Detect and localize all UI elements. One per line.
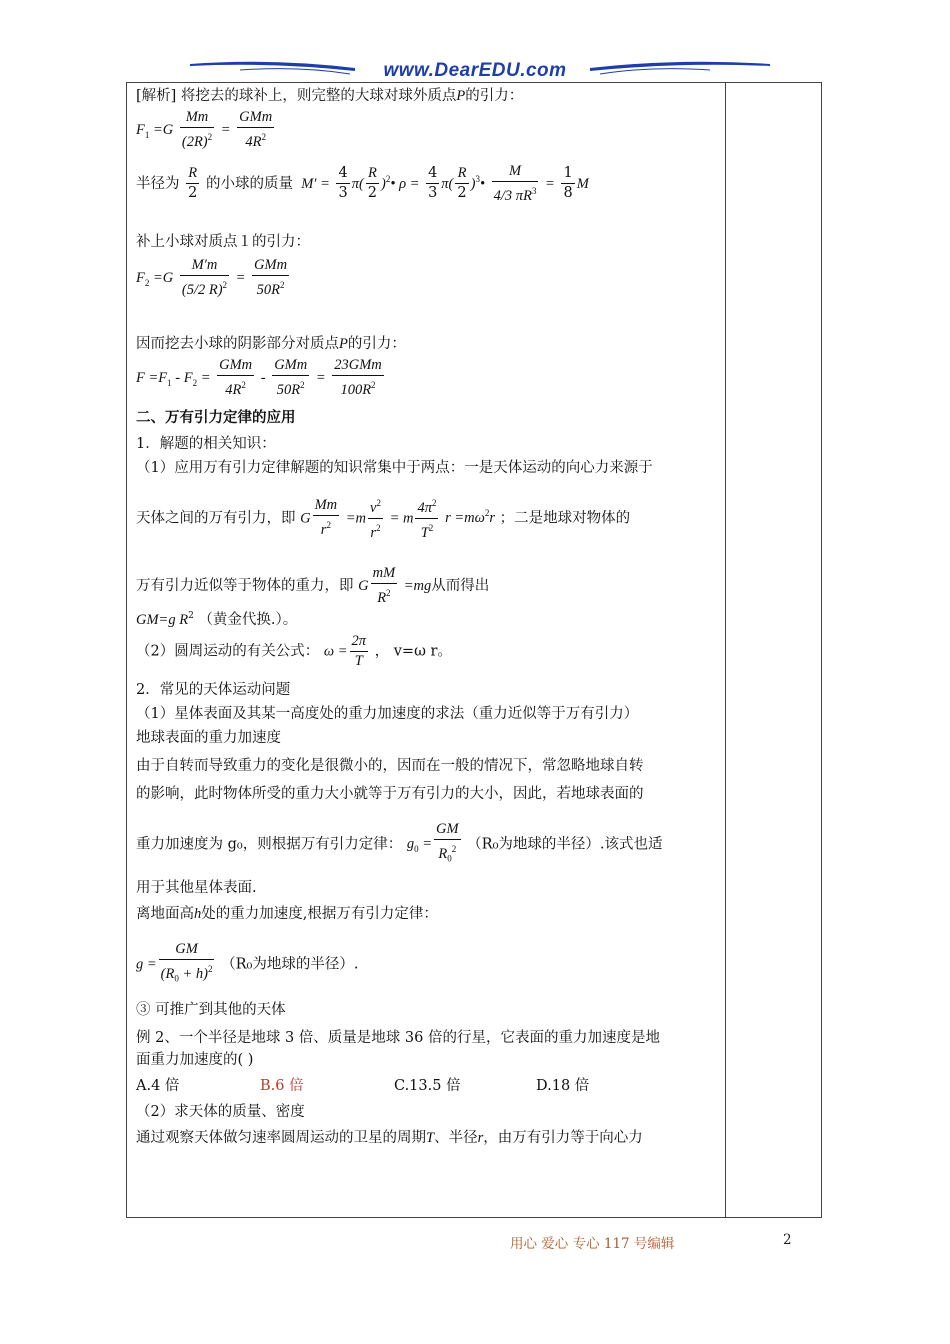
- site-url: www.DearEDU.com: [383, 60, 567, 81]
- formula-f1: $F_1 =G$ $\frac{Mm}{(2R)^2}$ = $\frac{\text{GMm}}{4R^2}$: [136, 109, 273, 150]
- gravitation-centripetal-line: 天体之间的万有引力，即 G $\frac{Mm}{r^2}$ =m $\frac{v^2}{r^2}$ = m $\frac{4\pi^2}{T^2}$ $r =m\omega^2r$ ；二是地球对物体的: [136, 494, 630, 543]
- golden-substitution: GM=g $R^2$ （黄金代换.）。: [136, 611, 298, 628]
- paragraph: 用于其他星体表面.: [136, 880, 257, 896]
- small-sphere-mass: 半径为 $\frac{R}{2}$ 的小球的质量 M′ = $\frac{4}{3}$ π( $\frac{R}{2}$ )$^2$• ρ = $\frac{4}{3}$ π( $\frac{R}{2}$ )$^3$• $\frac{M}{4/3 \pi R^3}$ = $\frac{1}{8}$ M: [136, 163, 589, 204]
- paragraph: （2）求天体的质量、密度: [136, 1104, 305, 1120]
- option-a: A.4 倍: [136, 1078, 180, 1094]
- option-c: C.13.5 倍: [394, 1078, 461, 1094]
- gravity-weight-line: 万有引力近似等于物体的重力，即 G $\frac{mM}{R^2}$ =mg从而得出: [136, 565, 490, 606]
- answer-options: [136, 1076, 590, 1096]
- page-number: 2: [783, 1232, 792, 1248]
- section-heading: 二、万有引力定律的应用: [136, 409, 296, 426]
- paragraph: 1．解题的相关知识：: [136, 436, 276, 452]
- example-question: 例 2、一个半径是地球 3 倍、质量是地球 36 倍的行星，它表面的重力加速度是地: [136, 1030, 660, 1046]
- shadow-force-text: 因而挖去小球的阴影部分对质点P的引力：: [136, 336, 406, 352]
- paragraph: ③ 可推广到其他的天体: [136, 1002, 286, 1018]
- surface-gravity-line: 重力加速度为 g₀，则根据万有引力定律： $g_0$ = $\frac{GM}{R_0^2}$ （R₀为地球的半径）.该式也适: [136, 821, 663, 864]
- complement-force-text: 补上小球对质点１的引力：: [136, 234, 310, 250]
- analysis-intro: [解析] 将挖去的球补上，则完整的大球对球外质点P的引力：: [136, 88, 524, 104]
- circular-motion-formulas: （2）圆周运动的有关公式： ω = $\frac{2\pi}{T}$ ， v=ω r。: [136, 633, 452, 669]
- table-column-divider: [725, 82, 726, 1218]
- site-banner: [180, 52, 770, 86]
- paragraph: 的影响，此时物体所受的重力大小就等于万有引力的大小，因此，若地球表面的: [136, 786, 644, 802]
- paragraph: 地球表面的重力加速度: [136, 730, 281, 746]
- option-d: D.18 倍: [536, 1078, 590, 1094]
- formula-f-total: $F =F_1 - F_2$ = $\frac{\text{GMm}}{4R^2}$ - $\frac{\text{GMm}}{50R^2}$ = $\frac{\text{23GMm}}{100R^2}$: [136, 357, 382, 398]
- paragraph: （1）应用万有引力定律解题的知识常集中于两点：一是天体运动的向心力来源于: [136, 460, 653, 476]
- footer-text: 用心 爱心 专心 117 号编辑: [510, 1236, 675, 1252]
- paragraph: 2．常见的天体运动问题: [136, 682, 291, 698]
- height-gravity-text: 离地面高h处的重力加速度,根据万有引力定律：: [136, 906, 438, 922]
- height-gravity-formula: g = $\frac{GM}{(R_0 + h)^2}$ （R₀为地球的半径）.: [136, 941, 359, 984]
- example-question-cont: 面重力加速度的( ): [136, 1052, 254, 1068]
- paragraph: 由于自转而导致重力的变化是很微小的，因而在一般的情况下，常忽略地球自转: [136, 758, 644, 774]
- formula-f2: $F_2 =G$ $\frac{M'm}{(5/2 R)^2}$ = $\frac{\text{GMm}}{50R^2}$: [136, 257, 288, 298]
- option-b: B.6 倍: [260, 1078, 304, 1094]
- paragraph: （1）星体表面及其某一高度处的重力加速度的求法（重力近似等于万有引力）: [136, 706, 639, 722]
- paragraph-last: 通过观察天体做匀速率圆周运动的卫星的周期T、半径r，由万有引力等于向心力: [136, 1130, 643, 1146]
